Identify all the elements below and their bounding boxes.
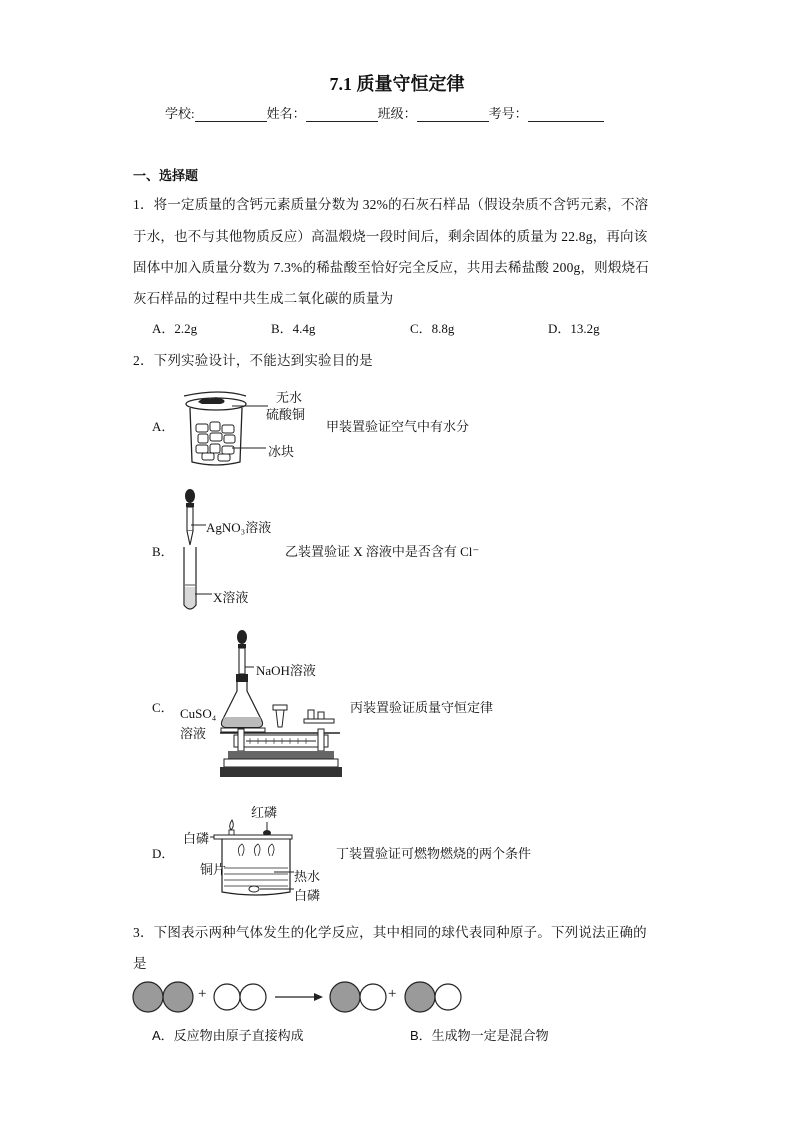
q1-line-1: 1．将一定质量的含钙元素质量分数为 32%的石灰石样品（假设杂质不含钙元素，不溶	[133, 197, 649, 212]
label-white-phosphorus-bottom: 白磷	[294, 888, 321, 903]
q1-option-c[interactable]: C．8.8g	[410, 321, 455, 336]
label-copper-sulfate: 硫酸铜	[266, 407, 306, 422]
label-ice: 冰块	[268, 444, 295, 459]
q2-b-desc[interactable]: 乙装置验证 X 溶液中是否含有 Cl⁻	[285, 544, 480, 559]
q2-b-letter[interactable]: B．	[152, 544, 174, 559]
q1-option-b[interactable]: B．4.4g	[271, 321, 316, 336]
class-label: 班级：	[377, 106, 417, 121]
section-heading: 一、选择题	[133, 168, 199, 183]
q3-option-a[interactable]: A．反应物由原子直接构成	[152, 1028, 304, 1043]
label-solution: 溶液	[180, 726, 207, 741]
plus-sign-2: +	[388, 986, 397, 1002]
molecule-reaction-diagram	[130, 980, 470, 1016]
q3-option-b[interactable]: B．生成物一定是混合物	[410, 1028, 549, 1043]
name-blank[interactable]	[306, 107, 378, 122]
number-blank[interactable]	[528, 107, 604, 122]
school-blank[interactable]	[195, 107, 267, 122]
student-info-line	[165, 103, 604, 122]
label-red-phosphorus: 红磷	[251, 805, 278, 820]
q2-c-letter[interactable]: C．	[152, 700, 174, 715]
q1-line-2: 于水，也不与其他物质反应）高温煅烧一段时间后，剩余固体的质量为 22.8g，再向该	[133, 229, 648, 244]
q2-c-desc[interactable]: 丙装置验证质量守恒定律	[350, 700, 494, 715]
class-blank[interactable]	[417, 107, 489, 122]
beaker-ice-diagram	[180, 390, 260, 470]
q3-stem-line-1: 3．下图表示两种气体发生的化学反应，其中相同的球代表同种原子。下列说法正确的	[133, 925, 647, 940]
balance-flask-diagram	[220, 627, 350, 782]
label-cuso4: CuSO₄	[180, 706, 217, 721]
q1-option-d[interactable]: D．13.2g	[548, 321, 600, 336]
label-white-phosphorus-top: 白磷	[183, 831, 210, 846]
q2-d-desc[interactable]: 丁装置验证可燃物燃烧的两个条件	[336, 846, 532, 861]
q2-a-letter[interactable]: A．	[152, 419, 175, 434]
name-label: 姓名：	[266, 106, 306, 121]
q1-line-4: 灰石样品的过程中共生成二氧化碳的质量为	[133, 291, 394, 306]
q1-line-3: 固体中加入质量分数为 7.3%的稀盐酸至恰好完全反应，共用去稀盐酸 200g，则煅烧石	[133, 260, 649, 275]
plus-sign-1: +	[198, 986, 207, 1002]
number-label: 考号：	[488, 106, 528, 121]
q2-d-letter[interactable]: D．	[152, 846, 175, 861]
q2-stem: 2．下列实验设计，不能达到实验目的是	[133, 353, 373, 368]
label-agno3: AgNO₃溶液	[206, 520, 272, 535]
school-label: 学校:	[165, 106, 195, 121]
label-copper-sheet: 铜片	[200, 862, 227, 877]
label-x-solution: X溶液	[213, 590, 249, 605]
label-naoh: NaOH溶液	[256, 663, 316, 678]
page-title: 7.1 质量守恒定律	[329, 74, 465, 94]
q2-a-desc[interactable]: 甲装置验证空气中有水分	[326, 419, 470, 434]
q3-stem-line-2: 是	[133, 956, 147, 971]
label-anhydrous: 无水	[276, 390, 303, 405]
label-hot-water: 热水	[294, 869, 321, 884]
q1-option-a[interactable]: A．2.2g	[152, 321, 198, 336]
